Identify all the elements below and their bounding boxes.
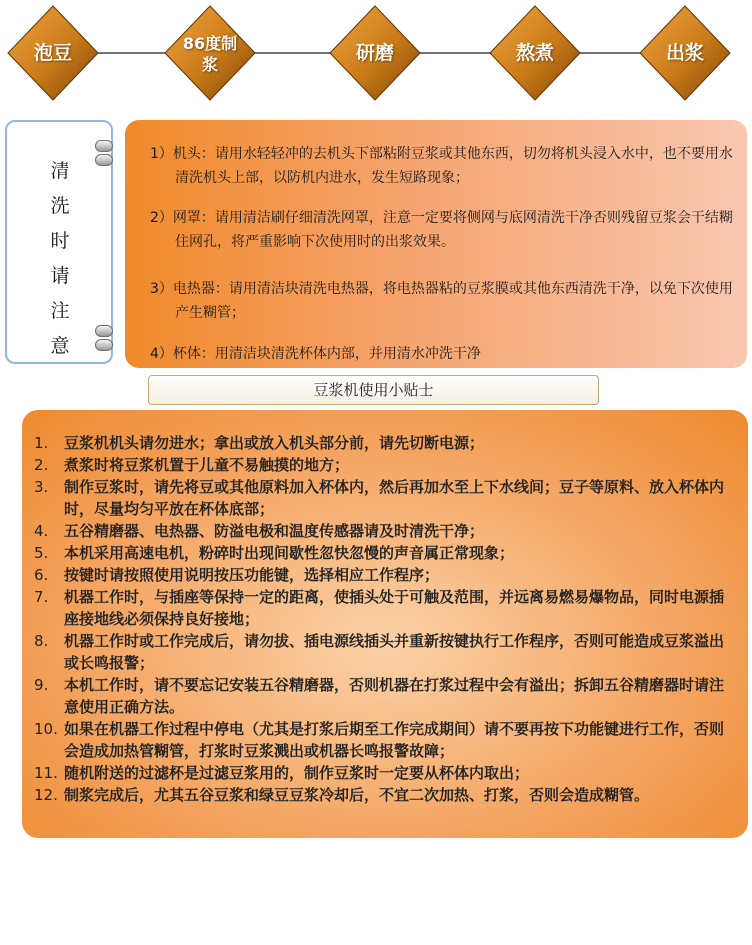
tip-item [34,762,734,784]
tip-text: 本机采用高速电机，粉碎时出现间歇性忽快忽慢的声音属正常现象； [64,544,515,562]
tip-item [34,586,734,630]
tip-item [34,784,734,806]
side-char: 时 [50,230,70,252]
tip-number: 2. [34,456,49,474]
binder-ring-icon [95,154,113,166]
tip-number: 3. [34,478,49,496]
side-char: 请 [50,265,70,287]
tip-item [34,542,734,564]
tip-item [34,718,734,762]
tip-item [34,674,734,718]
cleaning-item: 3）电热器：请用清洁块清洗电热器，将电热器粘的豆浆膜或其他东西清洗干净，以免下次使用产生糊管； [150,281,733,321]
step-label-2: 86度制浆 [182,34,238,74]
tip-text: 制浆完成后，尤其五谷豆浆和绿豆豆浆冷却后，不宜二次加热、打浆，否则会造成糊管。 [64,786,650,804]
side-char: 意 [50,335,70,357]
tip-item [34,564,734,586]
tip-text: 机器工作时，与插座等保持一定的距离，使插头处于可触及范围，并远离易燃易爆物品，同时电源插座接地线必须保持良好接地； [64,588,725,628]
binder-ring-icon [95,339,113,351]
tip-text: 豆浆机机头请勿进水；拿出或放入机头部分前，请先切断电源； [64,434,485,452]
tip-item [34,520,734,542]
step-label-4: 熬煮 [515,42,554,64]
side-char: 清 [50,160,70,182]
tip-number: 10. [34,720,58,738]
step-label-3: 研磨 [355,42,394,64]
binder-ring-icon [95,140,113,152]
tip-item [34,432,734,454]
cleaning-item: 1）机头：请用水轻轻冲的去机头下部粘附豆浆或其他东西，切勿将机头浸入水中，也不要用水清洗机头上部，以防机内进水，发生短路现象； [150,146,733,186]
tips-panel [22,410,748,838]
tips-list [34,432,734,806]
tips-title: 豆浆机使用小贴士 [148,375,599,405]
tip-text: 制作豆浆时，请先将豆或其他原料加入杯体内，然后再加水至上下水线间；豆子等原料、放入杯体内时，尽量均匀平放在杯体底部； [64,478,725,518]
cleaning-side-label [45,154,75,364]
tip-number: 12. [34,786,58,804]
step-label-5: 出浆 [665,42,704,64]
tip-number: 9. [34,676,49,694]
tip-text: 五谷精磨器、电热器、防溢电极和温度传感器请及时清洗干净； [64,522,485,540]
tip-number: 7. [34,588,49,606]
tip-number: 1. [34,434,49,452]
tip-number: 11. [34,764,58,782]
tip-number: 6. [34,566,49,584]
tip-text: 机器工作时或工作完成后，请勿拔、插电源线插头并重新按键执行工作程序，否则可能造成豆浆溢出或长鸣报警； [64,632,725,672]
process-flow [0,0,752,110]
cleaning-item: 4）杯体：用清洁块清洗杯体内部，并用清水冲洗干净 [150,346,481,362]
tip-number: 8. [34,632,49,650]
cleaning-notes-panel [125,120,747,368]
tip-text: 煮浆时将豆浆机置于儿童不易触摸的地方； [64,456,350,474]
step-label-1: 泡豆 [33,42,72,64]
side-char: 洗 [50,195,70,217]
side-char: 注 [50,300,70,322]
cleaning-item: 2）网罩：请用清洁刷仔细清洗网罩，注意一定要将侧网与底网清洗干净否则残留豆浆会干结糊住网孔，将严重影响下次使用时的出浆效果。 [150,210,733,250]
tip-text: 本机工作时，请不要忘记安装五谷精磨器，否则机器在打浆过程中会有溢出；拆卸五谷精磨器时请注意使用正确方法。 [64,676,725,716]
tip-number: 4. [34,522,49,540]
tip-item [34,454,734,476]
tip-text: 按键时请按照使用说明按压功能键，选择相应工作程序； [64,566,440,584]
tip-text: 随机附送的过滤杯是过滤豆浆用的，制作豆浆时一定要从杯体内取出； [64,764,530,782]
tip-number: 5. [34,544,49,562]
tip-item [34,630,734,674]
binder-ring-icon [95,325,113,337]
tip-item [34,476,734,520]
tip-text: 如果在机器工作过程中停电（尤其是打浆后期至工作完成期间）请不要再按下功能键进行工作，否则会造成加热管糊管，打浆时豆浆溅出或机器长鸣报警故障； [64,720,725,760]
